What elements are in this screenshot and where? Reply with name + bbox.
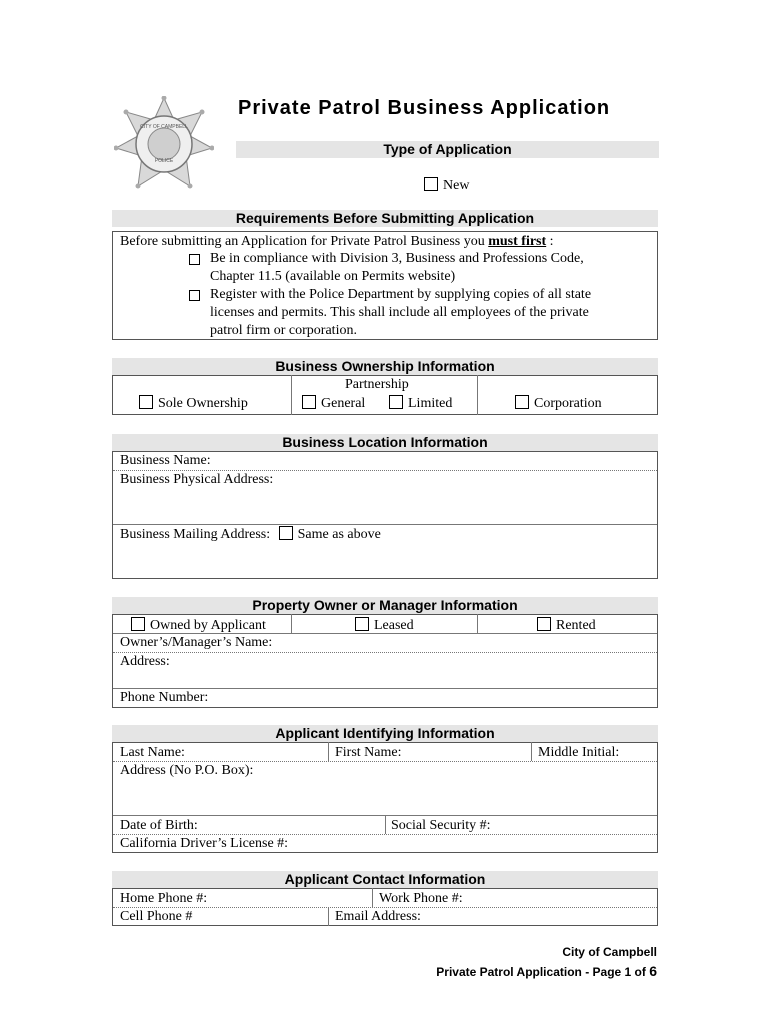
- requirements-heading: Requirements Before Submitting Application: [112, 210, 658, 227]
- sole-ownership-checkbox[interactable]: [139, 395, 153, 409]
- requirement-2-line1: Register with the Police Department by supplying copies of all state: [210, 287, 592, 302]
- cell-phone-field[interactable]: Cell Phone #: [120, 909, 193, 924]
- requirement-2-checkbox[interactable]: [189, 290, 200, 301]
- email-address-field[interactable]: Email Address:: [335, 909, 421, 924]
- limited-option[interactable]: [389, 395, 452, 412]
- requirement-2-line3: patrol firm or corporation.: [210, 323, 357, 338]
- drivers-license-field[interactable]: California Driver’s License #:: [120, 836, 289, 851]
- property-phone-field[interactable]: Phone Number:: [120, 690, 209, 705]
- limited-checkbox[interactable]: [389, 395, 403, 409]
- mailing-address-label: Business Mailing Address:: [120, 527, 271, 542]
- property-heading: Property Owner or Manager Information: [112, 597, 658, 614]
- last-name-field[interactable]: Last Name:: [120, 745, 185, 760]
- corporation-option[interactable]: [515, 395, 602, 412]
- business-physical-address-field[interactable]: Business Physical Address:: [120, 472, 274, 487]
- partnership-label: Partnership: [345, 377, 409, 392]
- general-label: General: [321, 396, 366, 411]
- middle-initial-field[interactable]: Middle Initial:: [538, 745, 620, 760]
- footer-page-info: [436, 963, 657, 979]
- work-phone-field[interactable]: Work Phone #:: [379, 891, 463, 906]
- business-mailing-address-field[interactable]: [120, 526, 381, 543]
- owned-checkbox[interactable]: [131, 617, 145, 631]
- footer-page-text: Private Patrol Application - Page 1 of: [436, 965, 650, 979]
- corporation-checkbox[interactable]: [515, 395, 529, 409]
- seal-text-bottom: POLICE: [154, 158, 174, 164]
- new-option[interactable]: [424, 177, 469, 194]
- page-title: Private Patrol Business Application: [238, 97, 611, 119]
- social-security-field[interactable]: Social Security #:: [391, 818, 491, 833]
- sole-ownership-option[interactable]: [139, 395, 248, 412]
- ownership-heading: Business Ownership Information: [112, 358, 658, 375]
- same-as-above-label: Same as above: [297, 527, 381, 542]
- leased-checkbox[interactable]: [355, 617, 369, 631]
- applicant-heading: Applicant Identifying Information: [112, 725, 658, 742]
- requirement-2-line2: licenses and permits. This shall include all employees of the private: [210, 305, 589, 320]
- general-checkbox[interactable]: [302, 395, 316, 409]
- footer-city: City of Campbell: [562, 945, 657, 959]
- requirements-intro: [120, 234, 554, 250]
- first-name-field[interactable]: First Name:: [335, 745, 402, 760]
- leased-option[interactable]: [355, 617, 414, 634]
- police-badge-logo: [114, 96, 214, 192]
- location-heading: Business Location Information: [112, 434, 658, 451]
- general-option[interactable]: [302, 395, 365, 412]
- owned-by-applicant-option[interactable]: [131, 617, 266, 634]
- type-of-application-heading: Type of Application: [236, 141, 659, 158]
- must-first-emphasis: must first: [488, 234, 547, 249]
- home-phone-field[interactable]: Home Phone #:: [120, 891, 208, 906]
- requirement-1-checkbox[interactable]: [189, 254, 200, 265]
- same-as-above-checkbox[interactable]: [279, 526, 293, 540]
- seal-text-top: CITY OF CAMPBELL: [140, 124, 188, 130]
- new-checkbox[interactable]: [424, 177, 438, 191]
- intro-text: Before submitting an Application for Private Patrol Business you: [120, 234, 489, 249]
- footer-page-total: 6: [649, 963, 657, 979]
- rented-option[interactable]: [537, 617, 596, 634]
- corporation-label: Corporation: [534, 396, 602, 411]
- owner-manager-name-field[interactable]: Owner’s/Manager’s Name:: [120, 635, 273, 650]
- contact-heading: Applicant Contact Information: [112, 871, 658, 888]
- date-of-birth-field[interactable]: Date of Birth:: [120, 818, 198, 833]
- new-label: New: [443, 178, 470, 193]
- intro-colon: :: [546, 234, 554, 249]
- rented-checkbox[interactable]: [537, 617, 551, 631]
- applicant-address-field[interactable]: Address (No P.O. Box):: [120, 763, 254, 778]
- property-address-field[interactable]: Address:: [120, 654, 170, 669]
- limited-label: Limited: [408, 396, 453, 411]
- requirement-1-line1: Be in compliance with Division 3, Business and Professions Code,: [210, 251, 584, 266]
- owned-label: Owned by Applicant: [150, 618, 266, 633]
- leased-label: Leased: [374, 618, 414, 633]
- requirement-1-line2: Chapter 11.5 (available on Permits website): [210, 269, 456, 284]
- rented-label: Rented: [556, 618, 596, 633]
- business-name-field[interactable]: Business Name:: [120, 453, 211, 468]
- sole-ownership-label: Sole Ownership: [158, 396, 248, 411]
